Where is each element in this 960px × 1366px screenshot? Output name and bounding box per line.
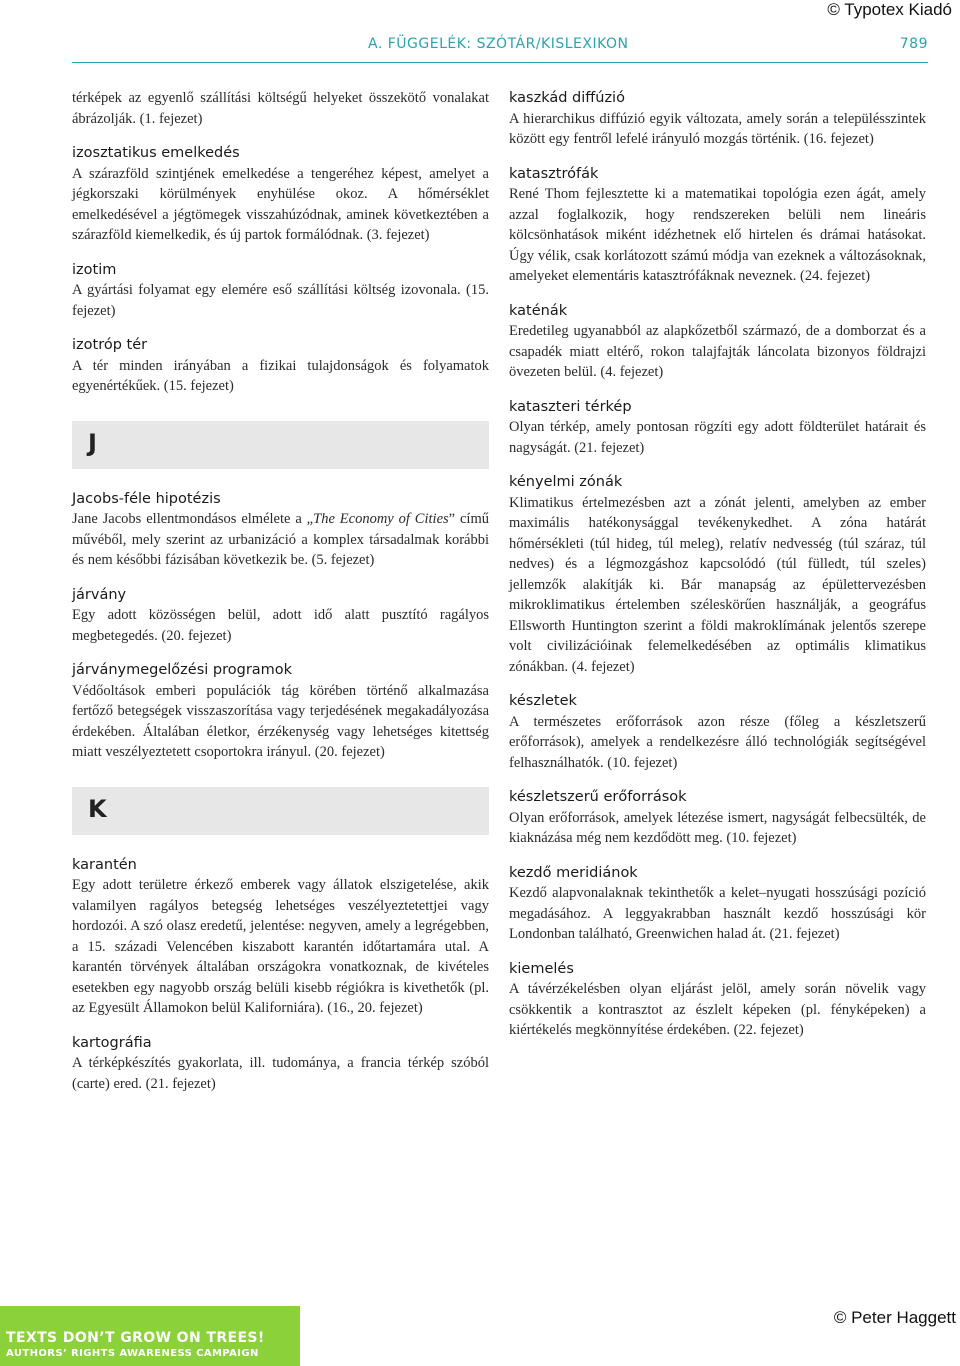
book-title: The Economy of Cities <box>313 511 449 527</box>
glossary-entry <box>509 301 926 383</box>
definition-text: Jane Jacobs ellentmondásos elmélete a „ <box>72 511 314 527</box>
right-column <box>509 88 926 1055</box>
entry-definition: térképek az egyenlő szállítási költségű helyeket összekötő vonalakat ábrázolják. (1. fejezet) <box>72 90 489 127</box>
entry-definition: A térképkészítés gyakorlata, ill. tudománya, a francia térkép szóból (carte) ered. (21. fejezet) <box>72 1055 489 1092</box>
entry-term: kartográfia <box>72 1034 152 1051</box>
entry-definition: Olyan térkép, amely pontosan rögzíti egy adott földterület határait és nagyságát. (21. fejezet) <box>509 419 926 456</box>
entry-term: izotim <box>72 261 117 278</box>
entry-term: készletek <box>509 693 577 709</box>
glossary-entry <box>509 787 926 849</box>
glossary-entry <box>509 691 926 773</box>
entry-term: kaszkád diffúzió <box>509 90 625 106</box>
entry-term: katénák <box>509 302 568 319</box>
publisher-credit: © Typotex Kiadó <box>827 0 952 19</box>
letter-heading-k <box>72 787 489 835</box>
glossary-entry <box>509 88 926 150</box>
letter-label: K <box>88 794 107 823</box>
entry-term: Jacobs-féle hipotézis <box>72 490 221 507</box>
glossary-entry <box>72 260 489 322</box>
glossary-entry <box>509 959 926 1041</box>
entry-definition: A hierarchikus diffúzió egyik változata, amely során a településszintek között egy fentről lefelé irányuló mozgás történik. (16. fejezet) <box>509 110 926 147</box>
glossary-entry <box>72 489 489 571</box>
glossary-entry <box>509 863 926 945</box>
entry-definition: A tér minden irányában a fizikai tulajdonságok és folyamatok egyenértékűek. (15. fejezet) <box>72 357 489 394</box>
entry-definition: Klimatikus értelmezésben azt a zónát jelenti, amelyben az ember maximális hatékonysággal tevékenykedhet. A zóna határát hőmérsékleti (túl hideg, túl meleg), relatív nedvesség (túl száraz, túl nedves) és a légmozgáshoz kapcsolódó (túl fülledt, túl szeles) jellemzők alakítják ki. Bár manapság az épülettervezésben mikroklimatikus értelemben széleskörűen használják, a geográfus Ellsworth Huntington szerint a földi makroklímának jelentős szerepe volt civilizációinak felemelkedésében az optimális klimatikus zónákban. (4. fejezet) <box>509 494 926 675</box>
entry-term: kezdő meridiánok <box>509 864 638 881</box>
entry-definition: A természetes erőforrások azon része (főleg a készletszerű erőforrások), amelyek a rendelkezésre álló technológiák segítségével felhasználhatók. (10. fejezet) <box>509 713 926 771</box>
entry-definition: Egy adott közösségen belül, adott idő alatt pusztító ragályos megbetegedés. (20. fejezet) <box>72 607 489 644</box>
letter-label: J <box>88 428 97 457</box>
entry-definition: Védőoltások emberi populációk tág körében történő alkalmazása fertőző betegségek visszaszorítása vagy terjedésének megakadályozása érdekében. Általában életkor, érzékenység vagy lehetséges kitettség miatt veszélyeztetett csoportokra irányul. (20. fejezet) <box>72 682 489 760</box>
left-column <box>72 88 489 1108</box>
entry-term: kiemelés <box>509 960 574 977</box>
entry-definition: Egy adott területre érkező emberek vagy állatok elszigetelése, akik valamilyen ragályos betegség lehetséges veszélyeztetettjei vagy hordozói. A szó olasz eredetű, jelentése: negyven, amely a legrégebben, a 15. századi Velencében kiszabott karantén időtartamára utal. A karantén törvények általában országokra vonatkoznak, de kivételes esetekben egy nagyobb ország belüli kisebb régiókra is kivethetők (pl. az Egyesült Államokon belül Kaliforniára). (16., 20. fejezet) <box>72 877 489 1016</box>
letter-heading-j <box>72 421 489 469</box>
entry-term: kényelmi zónák <box>509 474 623 490</box>
page-number: 789 <box>899 36 928 52</box>
entry-term: kataszteri térkép <box>509 398 632 415</box>
entry-definition: A szárazföld szintjének emelkedése a tengeréhez képest, amelyet a jégkorszaki körülmények enyhülése okoz. A hőmérséklet emelkedésével a jégtömegek visszahúzódnak, aminek következtében a szárazföld kiemelkedik, és új partok formálódnak. (3. fejezet) <box>72 165 489 243</box>
glossary-entry <box>509 164 926 287</box>
entry-term: katasztrófák <box>509 165 599 182</box>
glossary-entry <box>509 472 926 677</box>
glossary-entry <box>72 143 489 246</box>
entry-term: járvány <box>72 586 127 603</box>
definition-text: ” című művéből, mely szerint az urbanizáció a komplex társadalmak korábbi és nem későbbi fázisában következik be. (5. fejezet) <box>72 511 489 568</box>
entry-term: készletszerű erőforrások <box>509 789 687 805</box>
glossary-entry <box>72 335 489 397</box>
running-header <box>368 36 928 52</box>
entry-definition: A gyártási folyamat egy elemére eső szállítási költség izovonala. (15. fejezet) <box>72 282 489 319</box>
entry-term: izotróp tér <box>72 337 148 353</box>
banner-headline: TEXTS DON’T GROW ON TREES! <box>6 1330 265 1346</box>
entry-definition: René Thom fejlesztette ki a matematikai topológia ezen ágát, amely azzal foglalkozik, hogy rendszereken belüli nem lineáris kölcsönhatások miként idézhetnek elő hirtelen és drámai hatásokat. Úgy vélik, csak korlátozott számú módja van ezeknek a változásoknak, amelyeket elementáris katasztrófáknak neveznek. (24. fejezet) <box>509 186 926 284</box>
section-title: A. FÜGGELÉK: SZÓTÁR/KISLEXIKON <box>368 36 629 52</box>
entry-definition: Eredetileg ugyanabból az alapkőzetből származó, de a domborzat és a csapadék miatt eltérő, rokon talajfajták láncolata bizonyos földrajzi övezeten belül. (4. fejezet) <box>509 323 926 380</box>
entry-term: izosztatikus emelkedés <box>72 145 240 161</box>
banner-subline: AUTHORS’ RIGHTS AWARENESS CAMPAIGN <box>6 1348 259 1359</box>
entry-definition: Kezdő alapvonalaknak tekinthetők a kelet–nyugati hosszúsági pozíció megadásához. A leggyakrabban használt kezdő hosszúsági kör Londonban található, Greenwichen halad át. (21. fejezet) <box>509 885 926 942</box>
entry-definition <box>72 509 489 571</box>
glossary-entry <box>72 855 489 1019</box>
glossary-entry <box>72 1033 489 1095</box>
glossary-entry <box>72 660 489 763</box>
entry-definition: Olyan erőforrások, amelyek létezése ismert, nagyságát felbecsülték, de kiaknázása még nem kezdődött meg. (10. fejezet) <box>509 809 926 846</box>
author-credit: © Peter Haggett <box>833 1308 956 1327</box>
entry-term: karantén <box>72 856 137 873</box>
header-rule <box>72 62 928 63</box>
intro-fragment <box>72 88 489 129</box>
glossary-entry <box>509 397 926 459</box>
entry-term: járványmegelőzési programok <box>72 662 293 678</box>
glossary-entry <box>72 585 489 647</box>
entry-definition: A távérzékelésben olyan eljárást jelöl, amely során növelik vagy csökkentik a kontrasztot az észlelt képeken (pl. fényképeken) a kiértékelés megkönnyítése érdekében. (22. fejezet) <box>509 981 926 1038</box>
awareness-campaign-banner <box>0 1306 300 1366</box>
